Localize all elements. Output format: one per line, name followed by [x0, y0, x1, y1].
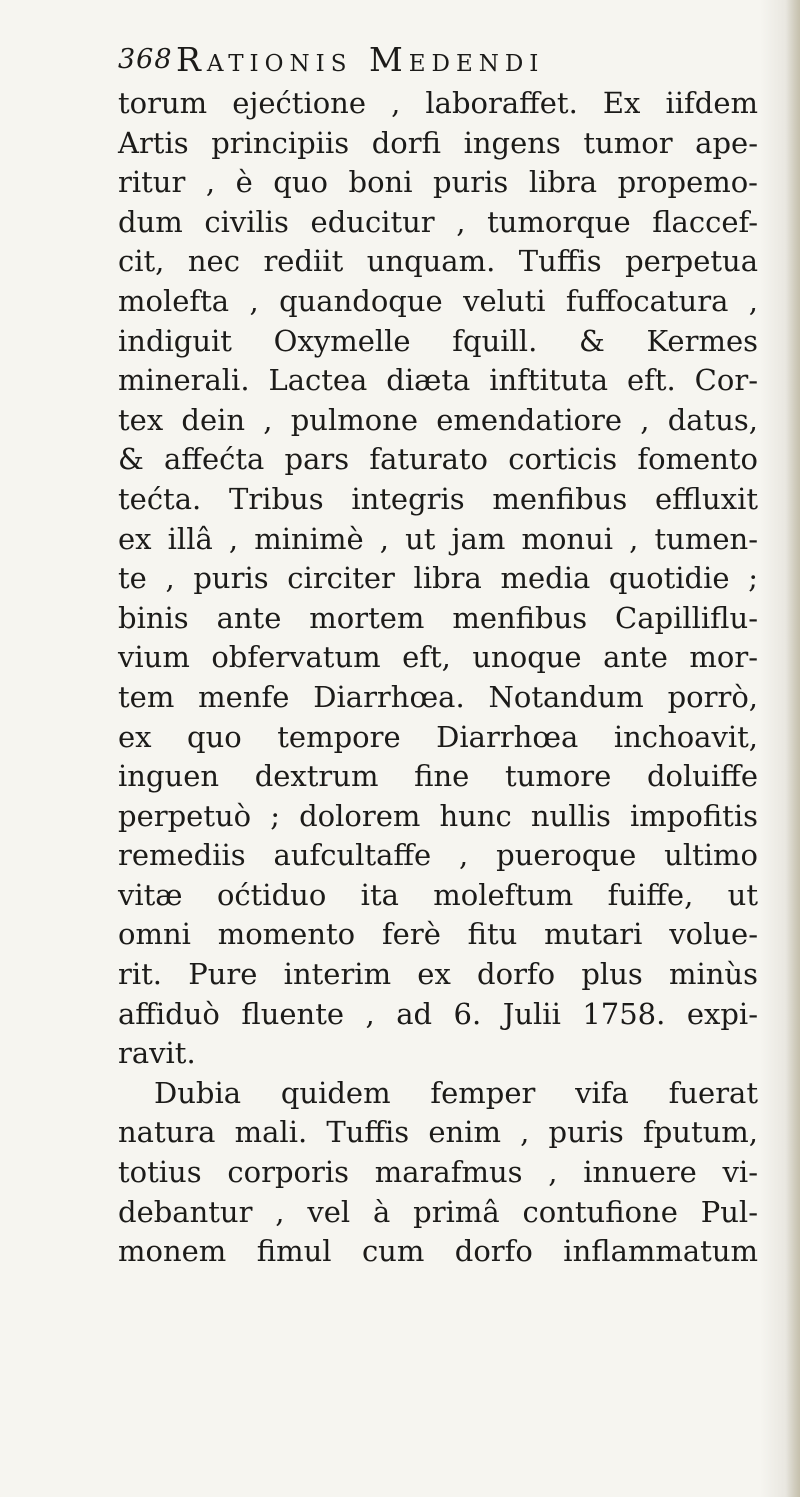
page-header	[118, 40, 678, 84]
page-edge	[786, 0, 800, 1497]
text-line: te , puris circiter libra media quotidie ;	[118, 561, 758, 596]
text-line: perpetuò ; dolorem hunc nullis impofitis	[118, 798, 758, 833]
text-line: ex quo tempore Diarrhœa inchoavit,	[118, 719, 758, 754]
text-line: tem menfe Diarrhœa. Notandum porrò,	[118, 679, 758, 714]
text-line: Artis principiis dorfi ingens tumor ape-	[118, 125, 758, 160]
text-line: remediis aufcultaffe , pueroque ultimo	[118, 838, 758, 873]
text-line: tećta. Tribus integris menfibus effluxit	[118, 481, 758, 516]
page-number: 368	[118, 44, 173, 75]
text-line: omni momento ferè fitu mutari volue-	[118, 917, 758, 952]
text-line: minerali. Lactea diæta inftituta eft. Cor-	[118, 363, 758, 398]
running-head: Rationis Medendi	[176, 40, 545, 79]
text-line: affiduò fluente , ad 6. Julii 1758. expi-	[118, 996, 758, 1031]
text-line: ravit.	[118, 1036, 196, 1071]
text-line: natura mali. Tuffis enim , puris fputum,	[118, 1115, 758, 1150]
text-line: rit. Pure interim ex dorfo plus minùs	[118, 957, 758, 992]
text-line: & affećta pars faturato corticis fomento	[118, 442, 758, 477]
text-line: monem fimul cum dorfo inflammatum	[118, 1234, 758, 1269]
text-line: cit, nec rediit unquam. Tuffis perpetua	[118, 244, 758, 279]
text-line: indiguit Oxymelle fquill. & Kermes	[118, 323, 758, 358]
text-line: vitæ oćtiduo ita moleftum fuiffe, ut	[118, 877, 758, 912]
text-line: molefta , quandoque veluti fuffocatura ,	[118, 283, 758, 318]
text-line: ritur , è quo boni puris libra propemo-	[118, 165, 758, 200]
text-line: totius corporis marafmus , innuere vi-	[118, 1155, 758, 1190]
text-line: ex illâ , minimè , ut jam monui , tumen-	[118, 521, 758, 556]
text-line: dum civilis educitur , tumorque flaccef-	[118, 204, 758, 239]
text-line: binis ante mortem menfibus Capilliflu-	[118, 600, 758, 635]
text-line: torum ejećtione , laboraffet. Ex iifdem	[118, 86, 758, 120]
text-line: debantur , vel à primâ contufione Pul-	[118, 1194, 758, 1229]
paragraph-start-line: Dubia quidem femper vifa fuerat	[154, 1075, 758, 1110]
text-line: tex dein , pulmone emendatiore , datus,	[118, 402, 758, 437]
body-text	[118, 84, 758, 1272]
text-line: vium obfervatum eft, unoque ante mor-	[118, 640, 758, 675]
text-line: inguen dextrum fine tumore doluiffe	[118, 759, 758, 794]
